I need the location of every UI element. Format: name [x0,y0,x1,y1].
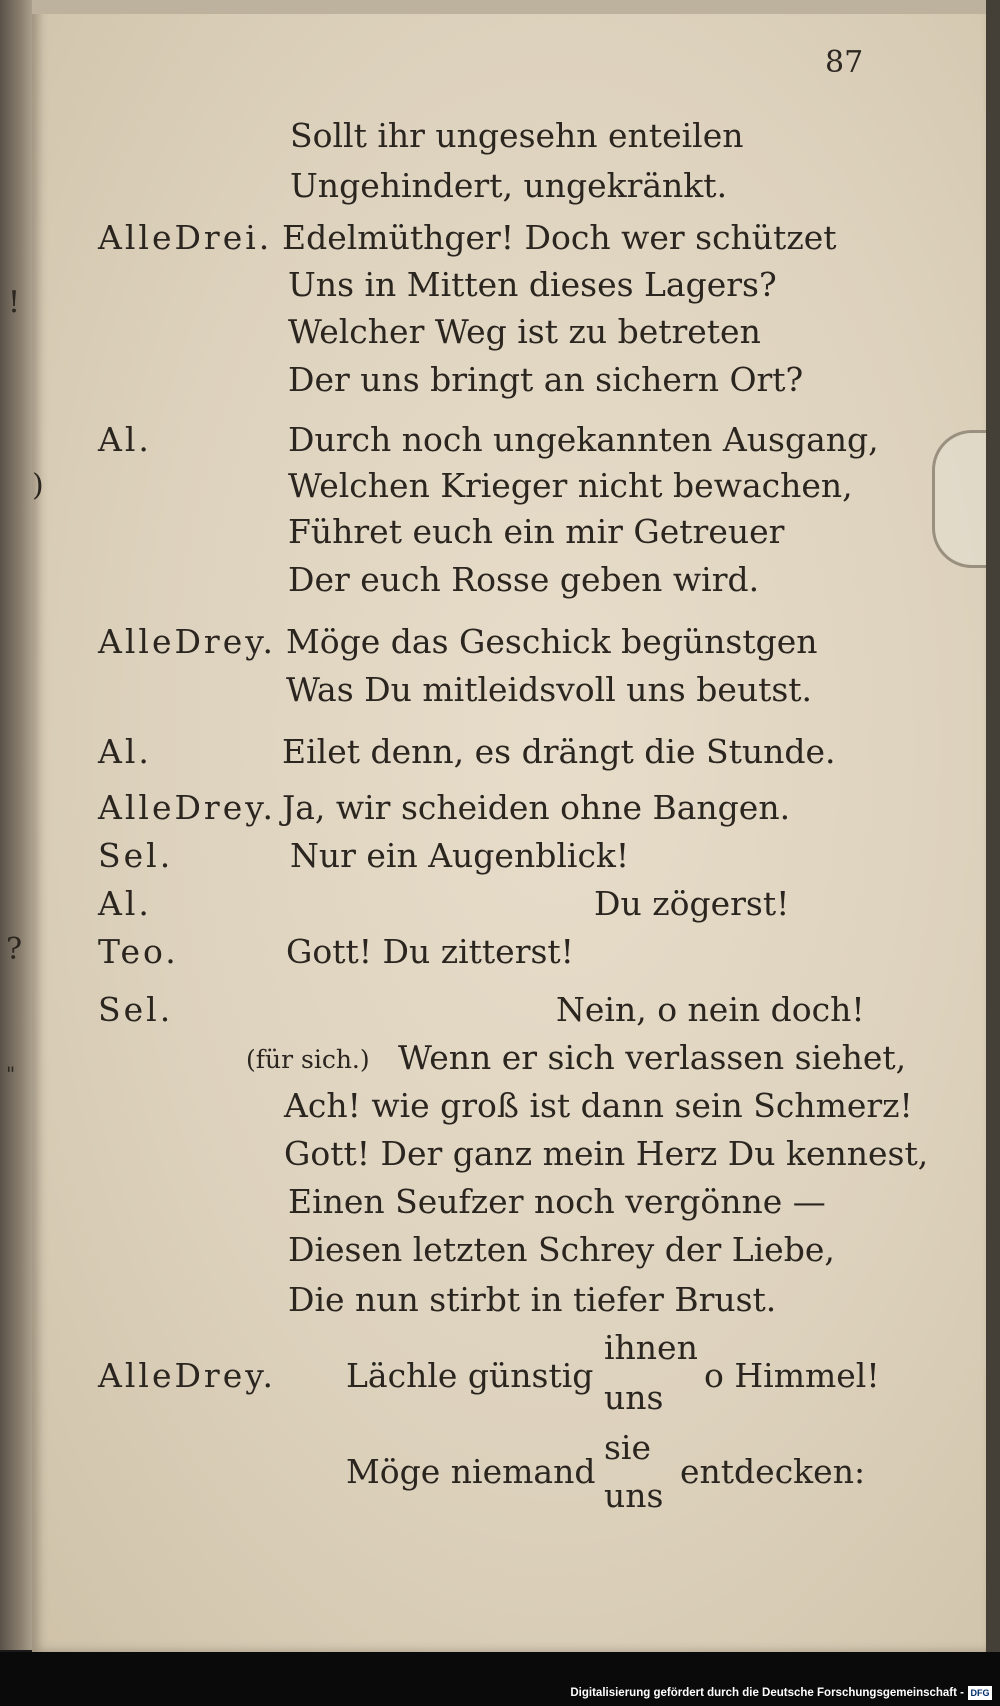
verse-line: Edelmüthger! Doch wer schützet [282,218,837,257]
verse-line: Gott! Du zitterst! [286,932,574,971]
verse-line: Möge das Geschick begünstgen [286,622,818,661]
verse-line: Der uns bringt an sichern Ort? [288,360,804,399]
verse-line: Eilet denn, es drängt die Stunde. [282,732,836,771]
verse-line: Die nun stirbt in tiefer Brust. [288,1280,777,1319]
verse-line: Ja, wir scheiden ohne Bangen. [282,788,791,827]
verse-line: Was Du mitleidsvoll uns beutst. [286,670,813,709]
margin-mark: ? [6,932,23,967]
speaker-label: AlleDrey. [98,788,276,827]
dfg-credit: Digitalisierung gefördert durch die Deutsche Forschungsgemeinschaft - [570,1687,964,1699]
verse-line: Nein, o nein doch! [556,990,865,1029]
verse-line: Sollt ihr ungesehn enteilen [290,116,744,155]
verse-line: o Himmel! [704,1356,880,1395]
verse-line: Einen Seufzer noch vergönne — [288,1182,826,1221]
speaker-label: AlleDrei. [98,218,273,257]
verse-line: Ungehindert, ungekränkt. [290,166,728,205]
alternative-word-top: ihnen [604,1328,698,1367]
book-binding-edge [0,0,36,1650]
verse-line: Ach! wie groß ist dann sein Schmerz! [284,1086,913,1125]
verse-line: Wenn er sich verlassen siehet, [398,1038,907,1077]
verse-line: Welcher Weg ist zu betreten [288,312,761,351]
dfg-logo: DFG [968,1686,992,1700]
speaker-label: AlleDrey. [98,622,276,661]
margin-mark: " [6,1062,16,1086]
margin-mark: ! [8,285,21,320]
verse-line: Nur ein Augenblick! [290,836,630,875]
verse-line: Der euch Rosse geben wird. [288,560,760,599]
verse-line: Durch noch ungekannten Ausgang, [288,420,879,459]
page-top-edge [32,0,986,14]
speaker-label: Teo. [98,932,179,971]
verse-line: Du zögerst! [594,884,790,923]
verse-line: Gott! Der ganz mein Herz Du kennest, [284,1134,929,1173]
alternative-word-bottom: uns [604,1378,664,1417]
speaker-label: Al. [98,884,152,923]
verse-line: Möge niemand [346,1452,596,1491]
verse-line: Führet euch ein mir Getreuer [288,512,785,551]
stage-direction: (für sich.) [246,1045,370,1074]
speaker-label: Al. [98,420,152,459]
page-number: 87 [825,45,864,80]
alternative-word-top: sie [604,1428,652,1467]
verse-line: Uns in Mitten dieses Lagers? [288,265,777,304]
page-right-edge [986,0,1000,1652]
speaker-label: Sel. [98,990,174,1029]
speaker-label: AlleDrey. [98,1356,276,1395]
speaker-label: Al. [98,732,152,771]
verse-line: entdecken: [680,1452,866,1491]
alternative-word-bottom: uns [604,1476,664,1515]
verse-line: Welchen Krieger nicht bewachen, [288,466,853,505]
verse-line: Lächle günstig [346,1356,594,1395]
verse-line: Diesen letzten Schrey der Liebe, [288,1230,835,1269]
speaker-label: Sel. [98,836,174,875]
margin-mark: ) [32,468,44,503]
